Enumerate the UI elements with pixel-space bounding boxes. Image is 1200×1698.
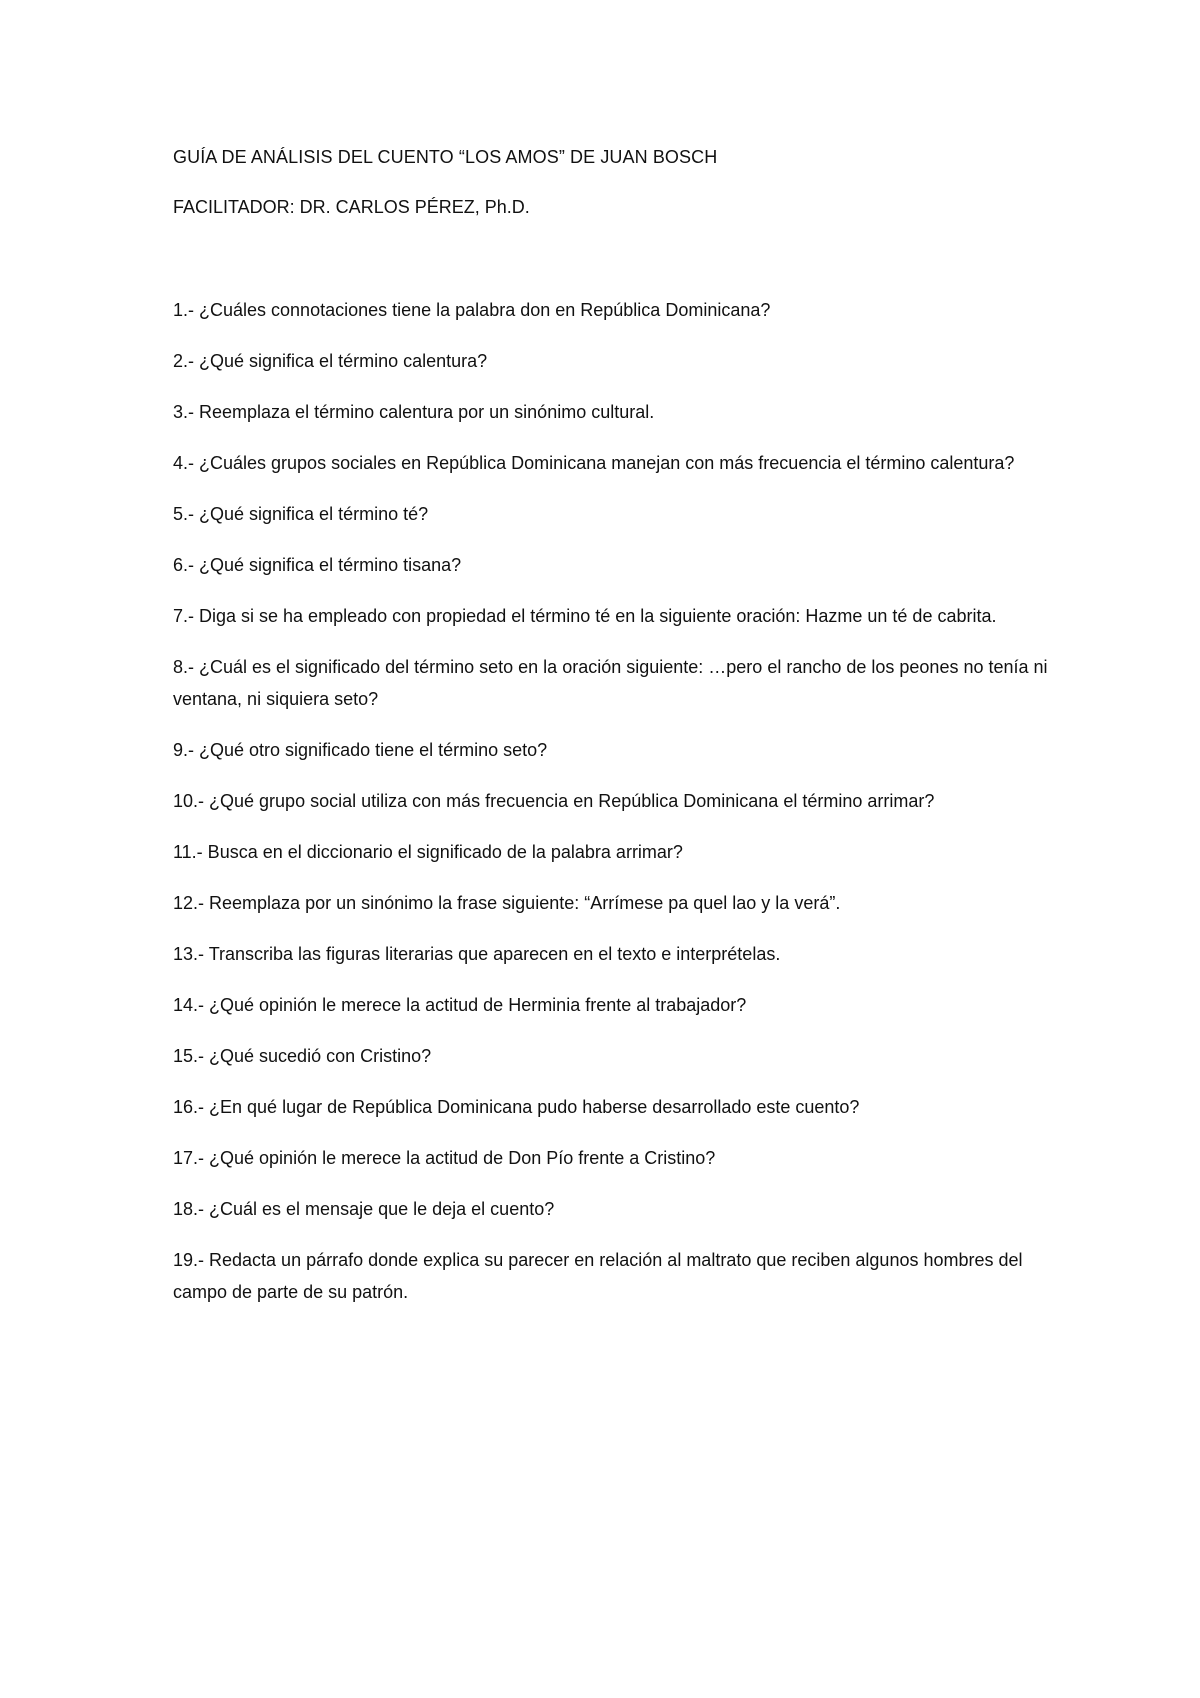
- question-item: 7.- Diga si se ha empleado con propiedad el término té en la siguiente oración: Hazme un té de cabrita.: [173, 606, 997, 626]
- question-item: 12.- Reemplaza por un sinónimo la frase siguiente: “Arrímese pa quel lao y la verá”.: [173, 893, 841, 913]
- question-item: 1.- ¿Cuáles connotaciones tiene la palabra don en República Dominicana?: [173, 300, 771, 320]
- question-item: 16.- ¿En qué lugar de República Dominicana pudo haberse desarrollado este cuento?: [173, 1097, 860, 1117]
- document-title: GUÍA DE ANÁLISIS DEL CUENTO “LOS AMOS” DE JUAN BOSCH: [173, 147, 718, 167]
- question-item: 9.- ¿Qué otro significado tiene el término seto?: [173, 740, 548, 760]
- question-item: 6.- ¿Qué significa el término tisana?: [173, 555, 462, 575]
- question-item: 13.- Transcriba las figuras literarias que aparecen en el texto e interprételas.: [173, 944, 781, 964]
- question-item: 4.- ¿Cuáles grupos sociales en República Dominicana manejan con más frecuencia el término calentura?: [173, 453, 1015, 473]
- question-item: 17.- ¿Qué opinión le merece la actitud de Don Pío frente a Cristino?: [173, 1148, 716, 1168]
- question-item: 3.- Reemplaza el término calentura por un sinónimo cultural.: [173, 402, 655, 422]
- facilitator-line: FACILITADOR: DR. CARLOS PÉREZ, Ph.D.: [173, 197, 530, 217]
- question-item: 19.- Redacta un párrafo donde explica su parecer en relación al maltrato que reciben algunos hombres del campo de parte de su patrón.: [173, 1250, 1023, 1302]
- document-content: [173, 145, 1053, 1327]
- question-list: [173, 294, 1053, 1308]
- question-item: 14.- ¿Qué opinión le merece la actitud de Herminia frente al trabajador?: [173, 995, 747, 1015]
- question-item: 10.- ¿Qué grupo social utiliza con más frecuencia en República Dominicana el término arrimar?: [173, 791, 935, 811]
- question-item: 2.- ¿Qué significa el término calentura?: [173, 351, 488, 371]
- question-item: 5.- ¿Qué significa el término té?: [173, 504, 429, 524]
- question-item: 8.- ¿Cuál es el significado del término seto en la oración siguiente: …pero el rancho de los peones no tenía ni ventana, ni siquiera seto?: [173, 657, 1048, 709]
- question-item: 11.- Busca en el diccionario el significado de la palabra arrimar?: [173, 842, 683, 862]
- question-item: 15.- ¿Qué sucedió con Cristino?: [173, 1046, 432, 1066]
- question-item: 18.- ¿Cuál es el mensaje que le deja el cuento?: [173, 1199, 555, 1219]
